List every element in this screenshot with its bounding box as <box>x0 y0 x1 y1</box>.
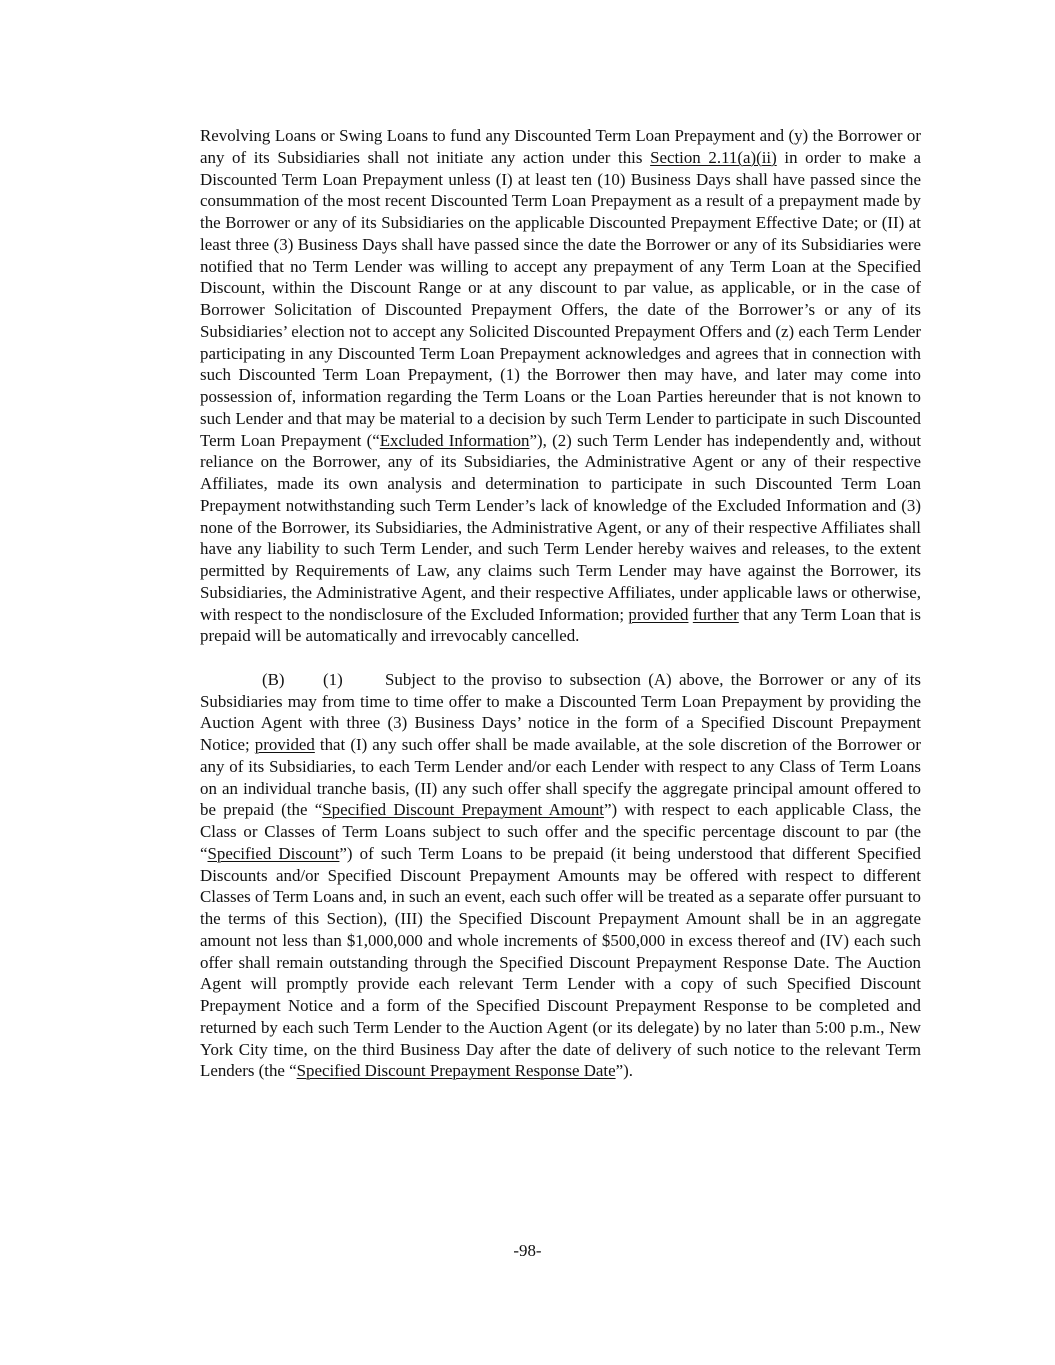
section-reference: Section 2.11(a)(ii) <box>650 147 777 167</box>
paragraph-b-text-3: ”) with respect to each applicable Class, the Class or Classes of Term Loans subject to such offer and the specific percentage discount to par (the “ <box>200 800 921 863</box>
subsection-label-b: (B) <box>262 669 285 689</box>
clause-label-1: (1) <box>323 669 343 689</box>
provided-term-b: provided <box>254 735 315 754</box>
paragraph-b-text-4: ”) of such Term Loans to be prepaid (it being understood that different Specified Discounts and/or Specified Discount Prepayment Amounts may be offered with respect to different Classes of Term Loans and, in such an event, each such offer will be treated as a separate offer pursuant to the terms of this Section), (III) the Specified Discount Prepayment Amount shall be in an aggregate amount not less than $1,000,000 and whole increments of $500,000 in excess thereof and (IV) each such offer shall remain outstanding through the Specified Discount Prepayment Response Date. The Auction Agent will promptly provide each relevant Term Lender with a copy of such Specified Discount Prepayment Notice and a form of the Specified Discount Prepayment Response to be completed and returned by each such Term Lender to the Auction Agent (or its delegate) by no later than 5:00 p.m., New York City time, on the third Business Day after the date of delivery of such notice to the relevant Term Lenders (the “ <box>200 843 921 1081</box>
defined-term-specified-discount-prepayment-response-date: Specified Discount Prepayment Response Date <box>296 1061 616 1081</box>
paragraph-a <box>200 125 921 647</box>
paragraph-b-text-5: ”). <box>615 1061 633 1081</box>
paragraph-b-text-1: Subject to the proviso to subsection (A) above, the Borrower or any of its Subsidiaries may from time to time offer to make a Discounted Term Loan Prepayment by providing the Auction Agent with three (3) Business Days’ notice in the form of a Specified Discount Prepayment Notice; <box>200 669 921 754</box>
defined-term-specified-discount-prepayment-amount: Specified Discount Prepayment Amount <box>322 800 605 820</box>
provided-term: provided <box>628 604 689 624</box>
document-body <box>200 125 921 1082</box>
defined-term-excluded-information: Excluded Information <box>379 430 530 450</box>
paragraph-a-text-2: in order to make a Discounted Term Loan Prepayment unless (I) at least ten (10) Business Days shall have passed since the consummation of the most recent Discounted Term Loan Prepayment as a result of a prepayment made by the Borrower or any of its Subsidiaries on the applicable Discounted Prepayment Effective Date; or (II) at least three (3) Business Days shall have passed since the date the Borrower or any of its Subsidiaries were notified that no Term Lender was willing to accept any prepayment of any Term Loan at the Specified Discount, within the Discount Range or at any discount to par value, as applicable, or in the case of Borrower Solicitation of Discounted Prepayment Offers, the date of the Borrower’s or any of its Subsidiaries’ election not to accept any Solicited Discounted Prepayment Offers and (z) each Term Lender participating in any Discounted Term Loan Prepayment acknowledges and agrees that in connection with such Discounted Term Loan Prepayment, (1) the Borrower then may have, and later may come into possession of, information regarding the Term Loans or the Loan Parties hereunder that is not known to such Lender and that may be material to a decision by such Term Lender to participate in such Discounted Term Loan Prepayment (“ <box>200 147 921 450</box>
paragraph-b <box>200 669 921 1082</box>
paragraph-a-text-1: Revolving Loans or Swing Loans to fund any Discounted Term Loan Prepayment and (y) the Borrower or any of its Subsidiaries shall not initiate any action under this <box>200 126 921 167</box>
paragraph-b-text-2: that (I) any such offer shall be made available, at the sole discretion of the Borrower or any of its Subsidiaries, to each Term Lender and/or each Lender with respect to any Class of Term Loans on an individual tranche basis, (II) any such offer shall specify the aggregate principal amount offered to be prepaid (the “ <box>200 735 921 820</box>
further-term: further <box>692 604 739 624</box>
defined-term-specified-discount: Specified Discount <box>207 843 340 863</box>
page-number: -98- <box>513 1241 542 1260</box>
paragraph-a-text-4: that any Term Loan that is prepaid will be automatically and irrevocably cancelled. <box>200 604 921 646</box>
paragraph-a-text-3: ”), (2) such Term Lender has independently and, without reliance on the Borrower, any of its Subsidiaries, the Administrative Agent or any of their respective Affiliates, made its own analysis and determination to participate in such Discounted Term Loan Prepayment notwithstanding such Term Lender’s lack of knowledge of the Excluded Information and (3) none of the Borrower, its Subsidiaries, the Administrative Agent, or any of their respective Affiliates shall have any liability to such Term Lender, and such Term Lender hereby waives and releases, to the extent permitted by Requirements of Law, any claims such Term Lender may have against the Borrower, its Subsidiaries, the Administrative Agent, and their respective Affiliates, under applicable laws or otherwise, with respect to the nondisclosure of the Excluded Information; <box>200 430 922 624</box>
